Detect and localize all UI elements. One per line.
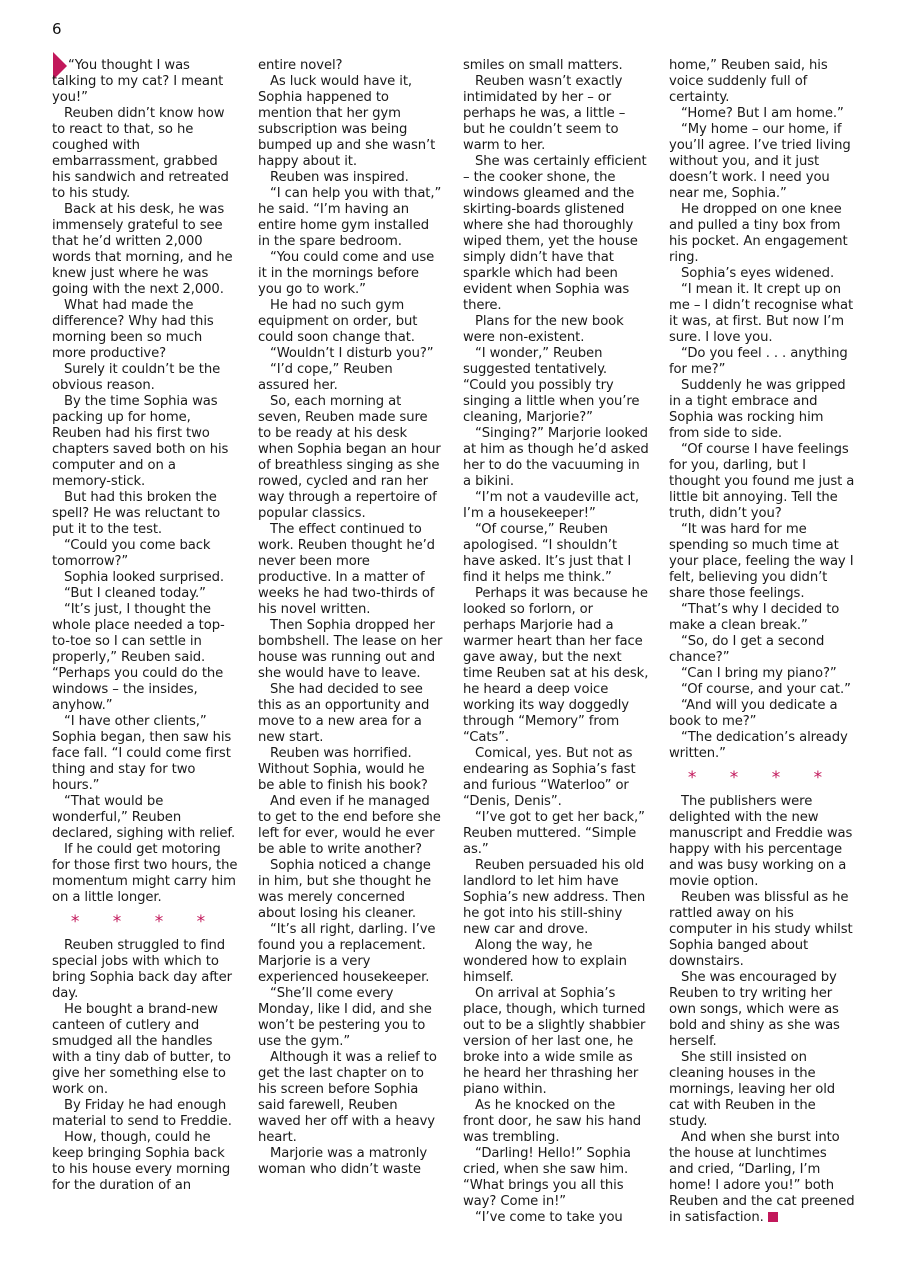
paragraph: “You could come and use it in the mornings before you go to work.”	[258, 250, 435, 297]
paragraph: The effect continued to work. Reuben thought he’d never been more productive. In a matter of weeks he had two-thirds of his novel written.	[258, 522, 435, 617]
paragraph: Reuben didn’t know how to react to that, so he coughed with embarrassment, grabbed his sandwich and retreated to his study.	[52, 106, 229, 201]
paragraph: “Of course, and your cat.”	[681, 682, 851, 697]
paragraph: She was certainly efficient – the cooker shone, the windows gleamed and the skirting-boards glistened where she had thoroughly wiped them, yet the house simply didn’t have that sparkle which had been evident when Sophia was there.	[463, 154, 647, 313]
paragraph: “I have other clients,” Sophia began, then saw his face fall. “I could come first thing and stay for two hours.”	[52, 714, 232, 793]
paragraph: “It was hard for me spending so much time at your place, feeling the way I felt, believing you didn’t share those feelings.	[669, 522, 854, 601]
paragraph: “And will you dedicate a book to me?”	[669, 698, 838, 729]
paragraph: entire novel?	[258, 58, 343, 73]
paragraph: “Home? But I am home.”	[681, 106, 844, 121]
paragraph: “The dedication’s already written.”	[669, 730, 848, 761]
paragraph: “I’m not a vaudeville act, I’m a housekeeper!”	[463, 490, 639, 521]
text-column-4	[669, 58, 855, 1226]
paragraph: Back at his desk, he was immensely grateful to see that he’d written 2,000 words that morning, and he knew just where he was going with the next 2,000.	[52, 202, 233, 297]
paragraph: Along the way, he wondered how to explain himself.	[463, 938, 627, 985]
page-number: 6	[52, 20, 62, 38]
paragraph: Perhaps it was because he looked so forlorn, or perhaps Marjorie had a warmer heart than her face gave away, but the next time Reuben sat at his desk, he heard a deep voice working its way doggedly through “Memory” from “Cats”.	[463, 586, 649, 745]
paragraph: smiles on small matters.	[463, 58, 623, 73]
paragraph: Reuben was inspired.	[270, 170, 409, 185]
paragraph: He dropped on one knee and pulled a tiny box from his pocket. An engagement ring.	[669, 202, 848, 265]
text-column-2	[258, 58, 444, 1178]
paragraph: “I wonder,” Reuben suggested tentatively. “Could you possibly try singing a little when you’re cleaning, Marjorie?”	[463, 346, 640, 425]
paragraph: Then Sophia dropped her bombshell. The lease on her house was running out and she would have to leave.	[258, 618, 443, 681]
paragraph: She was encouraged by Reuben to try writing her own songs, which were as bold and shiny as she was herself.	[669, 970, 840, 1049]
paragraph: So, each morning at seven, Reuben made sure to be ready at his desk when Sophia began an hour of breathless singing as she rowed, cycled and ran her way through a repertoire of popular classics.	[258, 394, 441, 521]
paragraph: As luck would have it, Sophia happened to mention that her gym subscription was being bumped up and she wasn’t happy about it.	[258, 74, 436, 169]
paragraph: But had this broken the spell? He was reluctant to put it to the test.	[52, 490, 221, 537]
paragraph: The publishers were delighted with the new manuscript and Freddie was happy with his percentage and was busy working on a movie option.	[669, 794, 853, 889]
paragraph: home,” Reuben said, his voice suddenly full of certainty.	[669, 58, 828, 105]
paragraph	[669, 1130, 855, 1226]
paragraph: “I can help you with that,” he said. “I’m having an entire home gym installed in the spare bedroom.	[258, 186, 442, 249]
end-of-story-square	[768, 1212, 778, 1222]
text-column-1	[52, 58, 238, 1194]
paragraph: “Do you feel . . . anything for me?”	[669, 346, 848, 377]
paragraph: “I mean it. It crept up on me – I didn’t recognise what it was, at first. But now I’m sure. I love you.	[669, 282, 854, 345]
paragraph: By the time Sophia was packing up for home, Reuben had his first two chapters saved both on his computer and on a memory-stick.	[52, 394, 229, 489]
paragraph: Although it was a relief to get the last chapter on to his screen before Sophia said farewell, Reuben waved her off with a heavy heart.	[258, 1050, 437, 1145]
paragraph: Reuben was horrified. Without Sophia, would he be able to finish his book?	[258, 746, 428, 793]
paragraph: “It’s all right, darling. I’ve found you a replacement. Marjorie is a very experienced housekeeper.	[258, 922, 436, 985]
paragraph: How, though, could he keep bringing Sophia back to his house every morning for the duration of an	[52, 1130, 231, 1193]
paragraph: By Friday he had enough material to send to Freddie.	[52, 1098, 232, 1129]
paragraph: “My home – our home, if you’ll agree. I’ve tried living without you, and it just doesn’t work. I need you near me, Sophia.”	[669, 122, 851, 201]
paragraph: Reuben wasn’t exactly intimidated by her – or perhaps he was, a little – but he couldn’t seem to warm to her.	[463, 74, 626, 153]
section-break-stars: * * * *	[70, 912, 220, 932]
text-column-3	[463, 58, 649, 1226]
paragraph: “But I cleaned today.”	[64, 586, 206, 601]
paragraph: She had decided to see this as an opportunity and move to a new area for a new start.	[258, 682, 430, 745]
final-paragraph-text: And when she burst into the house at lunchtimes and cried, “Darling, I’m home! I adore you!” both Reuben and the cat preened in satisfaction.	[669, 1130, 855, 1225]
paragraph: Comical, yes. But not as endearing as Sophia’s fast and furious “Waterloo” or “Denis, Denis”.	[463, 746, 636, 809]
paragraph: “Darling! Hello!” Sophia cried, when she saw him. “What brings you all this way? Come in!”	[463, 1146, 631, 1209]
paragraph: “Singing?” Marjorie looked at him as though he’d asked her to do the vacuuming in a bikini.	[463, 426, 649, 489]
paragraph: As he knocked on the front door, he saw his hand was trembling.	[463, 1098, 642, 1145]
paragraph: “I’ve got to get her back,” Reuben muttered. “Simple as.”	[463, 810, 645, 857]
paragraph: “Of course I have feelings for you, darling, but I thought you found me just a little bit annoying. Tell the truth, didn’t you?	[669, 442, 855, 521]
paragraph: What had made the difference? Why had this morning been so much more productive?	[52, 298, 214, 361]
paragraph: Plans for the new book were non-existent.	[463, 314, 624, 345]
paragraph: She still insisted on cleaning houses in the mornings, leaving her old cat with Reuben in the study.	[669, 1050, 836, 1129]
paragraph: “Can I bring my piano?”	[681, 666, 837, 681]
paragraph: Sophia looked surprised.	[64, 570, 225, 585]
paragraph: “You thought I was talking to my cat? I meant you!”	[52, 58, 224, 105]
paragraph: “That’s why I decided to make a clean break.”	[669, 602, 840, 633]
paragraph: He had no such gym equipment on order, but could soon change that.	[258, 298, 418, 345]
paragraph: Reuben struggled to find special jobs with which to bring Sophia back day after day.	[52, 938, 232, 1001]
paragraph: “She’ll come every Monday, like I did, and she won’t be pestering you to use the gym.”	[258, 986, 432, 1049]
paragraph: “It’s just, I thought the whole place needed a top-to-toe so I can settle in properly,” Reuben said. “Perhaps you could do the windows – the insides, anyhow.”	[52, 602, 225, 713]
paragraph: Sophia noticed a change in him, but she thought he was merely concerned about losing his cleaner.	[258, 858, 432, 921]
paragraph: Suddenly he was gripped in a tight embrace and Sophia was rocking him from side to side.	[669, 378, 846, 441]
paragraph: “That would be wonderful,” Reuben declared, sighing with relief.	[52, 794, 236, 841]
paragraph: Sophia’s eyes widened.	[681, 266, 835, 281]
paragraph: “Could you come back tomorrow?”	[52, 538, 211, 569]
paragraph: He bought a brand-new canteen of cutlery and smudged all the handles with a tiny dab of butter, to give her something else to work on.	[52, 1002, 231, 1097]
paragraph: “Wouldn’t I disturb you?”	[270, 346, 434, 361]
paragraph: Reuben was blissful as he rattled away on his computer in his study whilst Sophia banged about downstairs.	[669, 890, 853, 969]
paragraph: “Of course,” Reuben apologised. “I shouldn’t have asked. It’s just that I find it helps me think.”	[463, 522, 632, 585]
paragraph: Marjorie was a matronly woman who didn’t waste	[258, 1146, 428, 1177]
paragraph: On arrival at Sophia’s place, though, which turned out to be a slightly shabbier version of her last one, he broke into a wide smile as he heard her thrashing her piano within.	[463, 986, 646, 1097]
paragraph: “I’ve come to take you	[475, 1210, 623, 1225]
paragraph: If he could get motoring for those first two hours, the momentum might carry him on a little longer.	[52, 842, 238, 905]
section-break-stars: * * * *	[687, 768, 837, 788]
paragraph: “So, do I get a second chance?”	[669, 634, 825, 665]
paragraph: Surely it couldn’t be the obvious reason.	[52, 362, 221, 393]
paragraph: “I’d cope,” Reuben assured her.	[258, 362, 393, 393]
paragraph: And even if he managed to get to the end before she left for ever, would he ever be able to write another?	[258, 794, 441, 857]
paragraph: Reuben persuaded his old landlord to let him have Sophia’s new address. Then he got into his still-shiny new car and drove.	[463, 858, 646, 937]
